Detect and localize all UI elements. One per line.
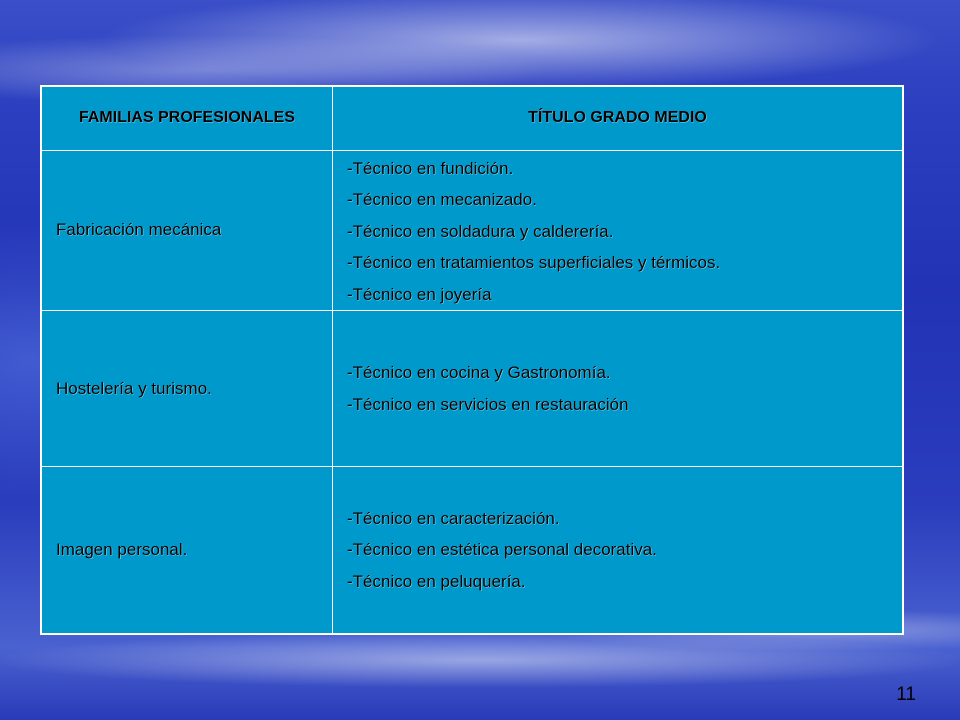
titles-cell <box>333 467 904 634</box>
table-row <box>41 311 903 467</box>
table-row <box>41 467 903 634</box>
title-item: -Técnico en soldadura y calderería. <box>347 221 614 241</box>
titles-cell <box>333 150 904 311</box>
header-titles: TÍTULO GRADO MEDIO <box>333 86 904 150</box>
professional-families-table <box>40 85 904 635</box>
table-header-row <box>41 86 903 150</box>
title-item: -Técnico en peluquería. <box>347 571 526 591</box>
title-item: -Técnico en estética personal decorativa. <box>347 540 657 559</box>
title-item: -Técnico en servicios en restauración <box>347 394 629 414</box>
title-item: -Técnico en cocina y Gastronomía. <box>347 363 611 382</box>
family-cell: Imagen personal. <box>41 467 333 634</box>
family-cell: Hostelería y turismo. <box>41 311 333 467</box>
title-item: -Técnico en fundición. <box>347 158 514 178</box>
family-cell: Fabricación mecánica <box>41 150 333 311</box>
title-item: -Técnico en caracterización. <box>347 508 560 528</box>
table-row <box>41 150 903 311</box>
titles-list <box>347 153 888 311</box>
titles-cell <box>333 311 904 467</box>
titles-list <box>347 357 888 420</box>
title-item: -Técnico en joyería <box>347 284 492 304</box>
titles-list <box>347 503 888 598</box>
title-item: -Técnico en tratamientos superficiales y térmicos. <box>347 253 721 272</box>
page-number: 11 <box>896 684 916 705</box>
title-item: -Técnico en mecanizado. <box>347 190 537 209</box>
header-families: FAMILIAS PROFESIONALES <box>41 86 333 150</box>
